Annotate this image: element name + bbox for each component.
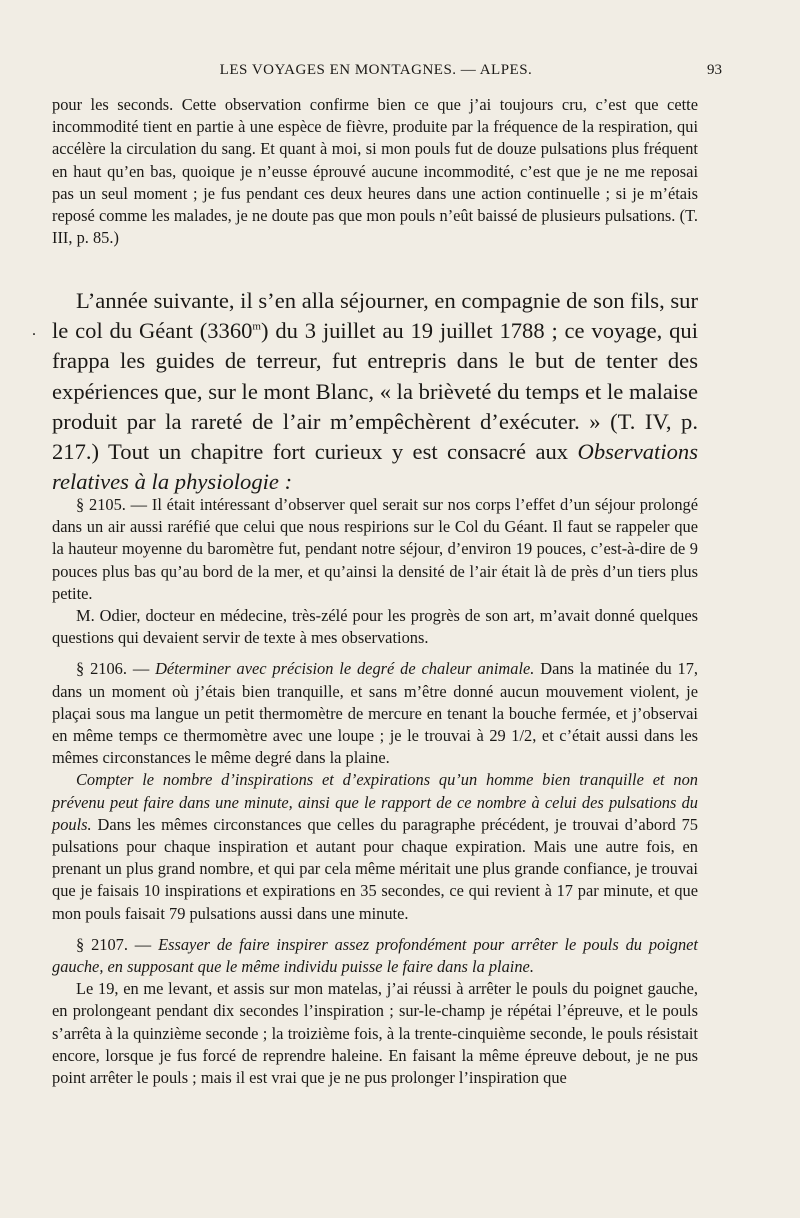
section-2106-title: Déterminer avec précision le degré de chaleur animale. xyxy=(155,659,535,679)
compter-body: Dans les mêmes circonstances que celles du paragraphe précédent, je trouvai d’abord 75 pulsations pour chaque inspiration et autant pour chaque expiration. Mais une autre fois, en prenant un plus grand nombre, et qui par cela même méritait une plus grande confiance, je trouvai que je faisais 10 inspirations et expirations en 35 secondes, ce qui revient à 17 par minute, et que mon pouls faisait 79 pulsations aussi dans une minute. xyxy=(52,814,698,923)
chapter-title: Observations relatives à la physiologie : xyxy=(52,439,698,495)
main-paragraph xyxy=(52,286,698,497)
le-19-paragraph: Le 19, en me levant, et assis sur mon matelas, j’ai réussi à arrêter le pouls du poignet gauche, en prolongeant pendant dix secondes l’inspiration ; sur-le-champ je répétai l’épreuve, et le pouls s’arrêta à la quinzième seconde ; la troizième fois, à la trente-cinquième seconde, le pouls résistait encore, lorsque je fus forcé de reprendre haleine. En faisant la même épreuve debout, je ne pus point arrêter le pouls ; mais il est vrai que je ne pus prolonger l’inspiration que xyxy=(52,979,698,1088)
section-2106-body: Dans la matinée du 17, dans un moment où j’étais bien tranquille, et sans m’être donné aucun mouvement violent, je plaçai sous ma langue un petit thermomètre de mercure en tenant la bouche fermée, et j’observai en même temps ce thermomètre avec une loupe ; je le trouvai à 29 1/2, et c’était aussi dans les mêmes circonstances le même degré dans la plaine. xyxy=(52,659,699,768)
section-2106-number: § 2106. — xyxy=(76,659,156,679)
section-2105: § 2105. — Il était intéressant d’observer quel serait sur nos corps l’effet d’un séjour prolongé dans un air aussi raréfié que celui que nous respirions sur le Col du Géant. Il faut se rappeler que la hauteur moyenne du baromètre fut, pendant notre séjour, d’environ 19 pouces, c’est-à-dire de 9 pouces plus bas qu’au bord de la mer, et qu’ainsi la densité de l’air était là de près d’un tiers plus petite. xyxy=(52,495,698,603)
main-text xyxy=(52,286,698,497)
page-number: 93 xyxy=(707,62,722,78)
margin-mark: . xyxy=(32,322,36,339)
section-2107 xyxy=(52,934,698,978)
main-text-part1: L’année suivante, il s’en alla séjourner, en compagnie de son fils, sur le col du Géant (3360 xyxy=(52,288,698,344)
quote-paragraph: pour les seconds. Cette observation confirme bien ce que j’ai toujours cru, c’est que cette incommodité tient en partie à une espèce de fièvre, produite par la fréquence de la respiration, qui accélère la circulation du sang. Et quant à moi, si mon pouls fut de douze pulsations plus fréquent en haut qu’en bas, quoique je n’eusse éprouvé aucune incommodité, c’est que je ne me reposai pas un seul moment ; je fus pendant ces deux heures dans une action continuelle ; si je m’étais reposé comme les malades, je ne doute pas que mon pouls n’eût baissé de plusieurs pulsations. (T. III, p. 85.) xyxy=(52,95,698,248)
odier-paragraph: M. Odier, docteur en médecine, très-zélé pour les progrès de son art, m’avait donné quelques questions qui devaient servir de texte à mes observations. xyxy=(52,606,698,648)
running-head: LES VOYAGES EN MONTAGNES. — ALPES. xyxy=(219,62,533,78)
meter-superscript: m xyxy=(252,320,261,333)
section-2106 xyxy=(52,658,698,769)
quote-block-sections xyxy=(52,494,698,1089)
main-text-part2: ) du 3 juillet au 19 juillet 1788 ; ce voyage, qui frappa les guides de terreur, fut entrepris dans le but de tenter des expériences que, sur le mont Blanc, « la brièveté du temps et le malaise produit par la rareté de l’air m’empêchèrent d’exécuter. » (T. IV, p. 217.) Tout un chapitre fort curieux y est consacré aux xyxy=(52,318,698,465)
quote-block-top xyxy=(52,94,698,249)
section-2107-title: Essayer de faire inspirer assez profondément pour arrêter le pouls du poignet gauche, en supposant que le même individu puisse le faire dans la plaine. xyxy=(52,934,698,977)
compter-title: Compter le nombre d’inspirations et d’expirations qu’un homme bien tranquille et non prévenu peut faire dans une minute, ainsi que le rapport de ce nombre à celui des pulsations du pouls. xyxy=(52,770,698,834)
section-2107-number: § 2107. — xyxy=(76,934,159,954)
page-header xyxy=(56,62,722,84)
compter-paragraph xyxy=(52,769,698,924)
